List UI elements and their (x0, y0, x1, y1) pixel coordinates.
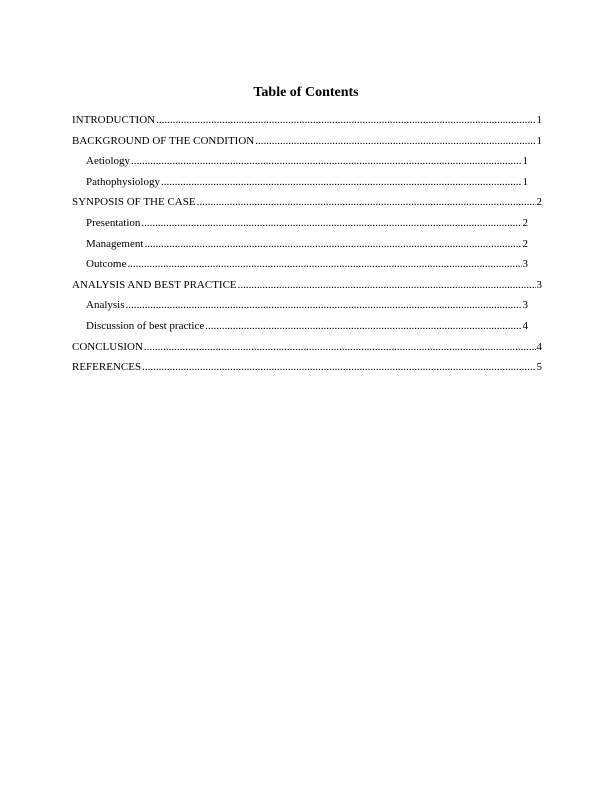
toc-dot-leader (205, 319, 521, 333)
toc-entry-outcome[interactable] (86, 257, 528, 278)
toc-entry-label: Analysis (86, 299, 125, 312)
toc-page-number: 2 (522, 237, 528, 250)
toc-entry-label: SYNPOSIS OF THE CASE (72, 196, 196, 209)
toc-page-number: 2 (536, 196, 542, 209)
toc-entry-label: Outcome (86, 258, 127, 271)
toc-page-number: 1 (536, 134, 542, 147)
toc-page-number: 5 (536, 361, 542, 374)
toc-entry-introduction[interactable] (72, 113, 542, 134)
toc-dot-leader (161, 175, 522, 189)
toc-entry-label: Presentation (86, 216, 141, 229)
toc-entry-synposis-of-the-case[interactable] (72, 195, 542, 216)
toc-entry-conclusion[interactable] (72, 340, 542, 361)
toc-entry-aetiology[interactable] (86, 154, 528, 175)
toc-dot-leader (141, 216, 521, 230)
toc-entry-label: CONCLUSION (72, 340, 143, 353)
toc-dot-leader (238, 278, 536, 292)
toc-dot-leader (144, 237, 521, 251)
toc-entry-label: INTRODUCTION (72, 114, 156, 126)
toc-dot-leader (144, 340, 536, 354)
toc-list (72, 113, 542, 381)
toc-dot-leader (142, 360, 535, 374)
toc-dot-leader (156, 113, 535, 127)
toc-page-number: 1 (536, 114, 542, 126)
toc-entry-background-of-the-condition[interactable] (72, 134, 542, 155)
toc-dot-leader (255, 134, 535, 148)
toc-entry-label: Discussion of best practice (86, 319, 205, 332)
toc-entry-label: Management (86, 237, 144, 250)
toc-dot-leader (131, 154, 522, 168)
toc-dot-leader (197, 195, 536, 209)
toc-entry-label: Pathophysiology (86, 175, 160, 188)
toc-page-number: 3 (536, 278, 542, 291)
toc-entry-pathophysiology[interactable] (86, 175, 528, 196)
toc-entry-analysis[interactable] (86, 298, 528, 319)
toc-page-number: 4 (536, 340, 542, 353)
toc-entry-label: Aetiology (86, 155, 130, 168)
toc-page-number: 1 (522, 175, 528, 188)
toc-entry-label: ANALYSIS AND BEST PRACTICE (72, 278, 237, 291)
toc-page-number: 3 (522, 258, 528, 271)
toc-entry-analysis-and-best-practice[interactable] (72, 278, 542, 299)
toc-page-number: 1 (522, 155, 528, 168)
toc-dot-leader (126, 298, 522, 312)
toc-title: Table of Contents (253, 85, 359, 100)
toc-dot-leader (127, 257, 521, 271)
toc-page-number: 3 (522, 299, 528, 312)
toc-page-number: 2 (522, 216, 528, 229)
toc-entry-discussion-of-best-practice[interactable] (86, 319, 528, 340)
toc-entry-label: BACKGROUND OF THE CONDITION (72, 134, 255, 147)
toc-page-number: 4 (522, 319, 528, 332)
toc-entry-management[interactable] (86, 237, 528, 258)
toc-entry-label: REFERENCES (72, 361, 142, 374)
toc-entry-presentation[interactable] (86, 216, 528, 237)
toc-entry-references[interactable] (72, 360, 542, 381)
